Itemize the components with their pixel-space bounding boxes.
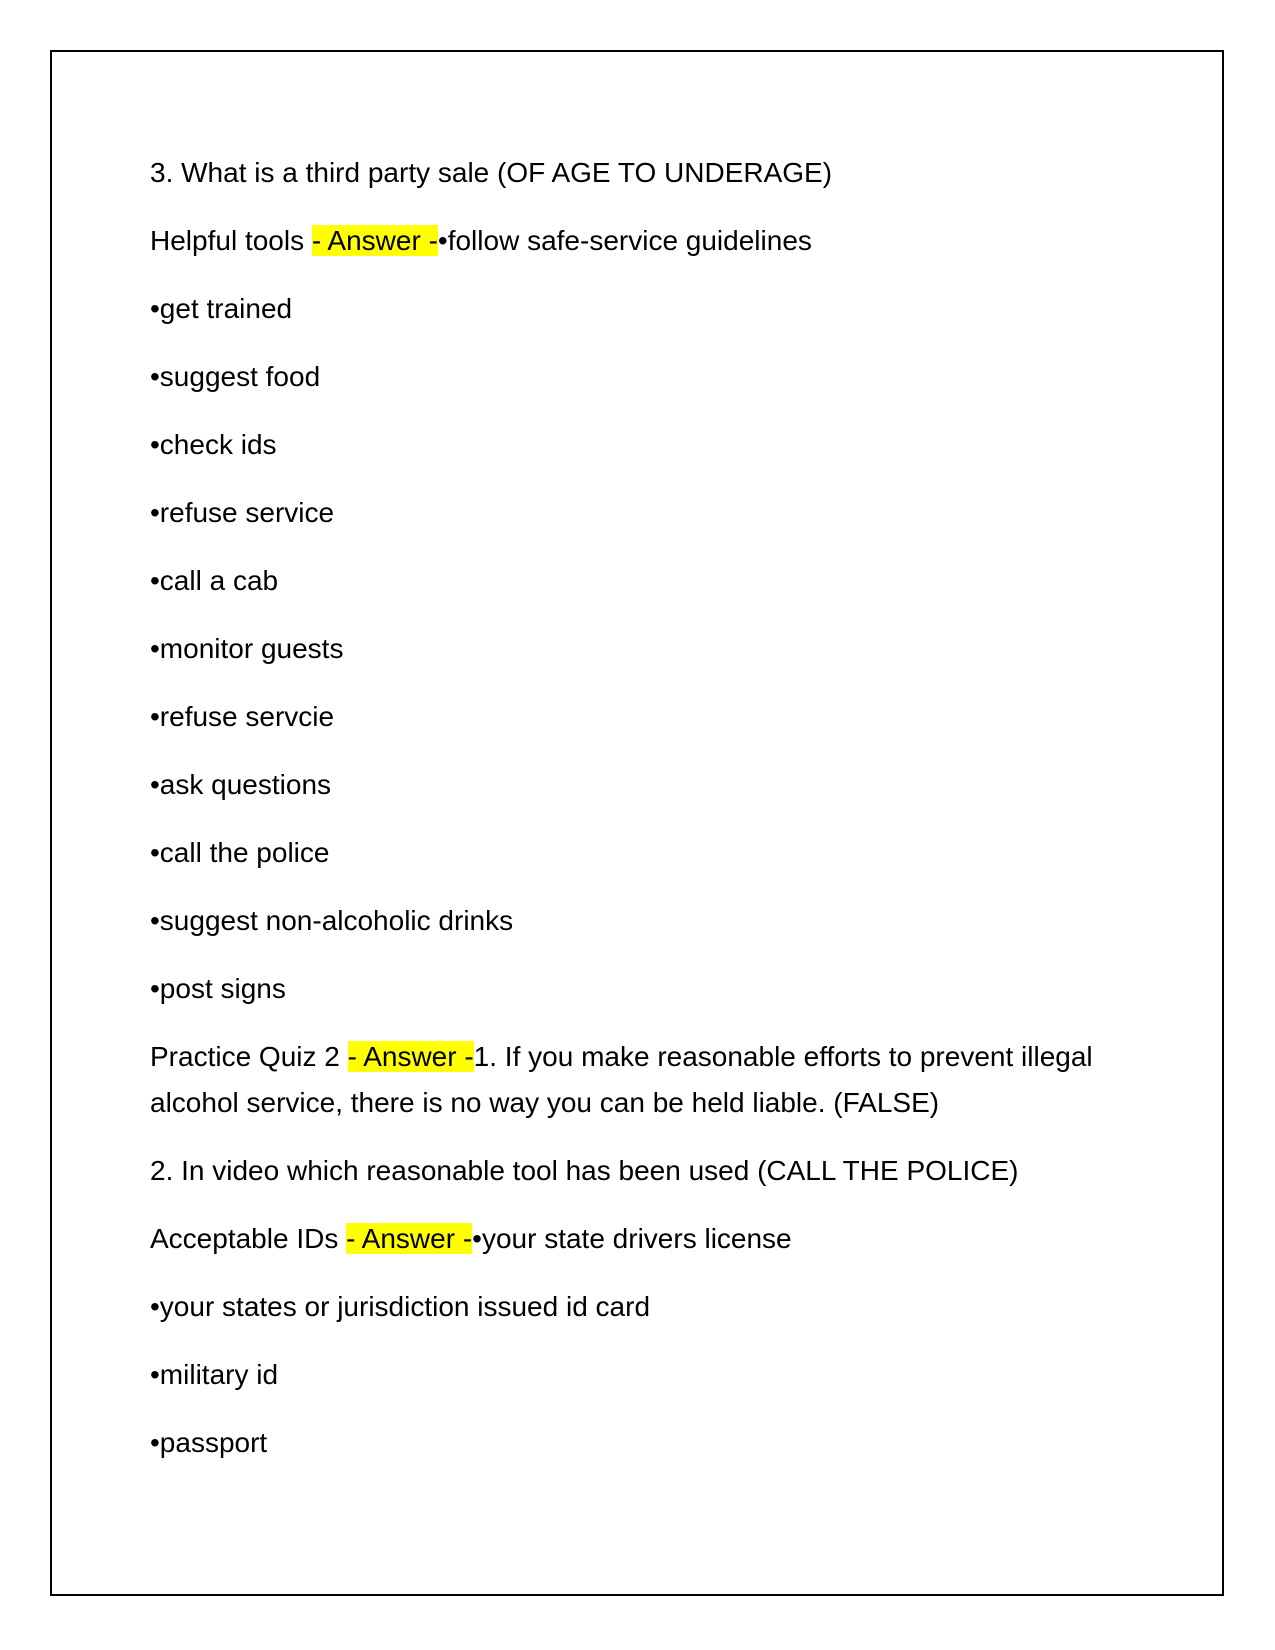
bullet-item: •ask questions — [150, 769, 332, 800]
bullet-item: •check ids — [150, 429, 277, 460]
bullet-item: •call the police — [150, 837, 330, 868]
bullet-item: •call a cab — [150, 565, 279, 596]
acceptable-ids-first-item: •your state drivers license — [472, 1223, 792, 1254]
question-3-line: 3. What is a third party sale (OF AGE TO UNDERAGE) — [150, 157, 833, 188]
bullet-item: •refuse servcie — [150, 701, 335, 732]
helpful-tools-first-item: •follow safe-service guidelines — [437, 225, 812, 256]
practice-quiz-label: Practice Quiz 2 — [150, 1041, 348, 1072]
question-2-line: 2. In video which reasonable tool has been used (CALL THE POLICE) — [150, 1155, 1019, 1186]
bullet-item: •monitor guests — [150, 633, 344, 664]
practice-quiz-line — [150, 1034, 1110, 1126]
bullet-item: •post signs — [150, 973, 286, 1004]
acceptable-ids-line — [150, 1216, 1110, 1262]
document-body — [150, 150, 1110, 1488]
answer-highlight: - Answer - — [347, 1041, 474, 1072]
practice-quiz-question: 1. If you make reasonable efforts to prevent illegal alcohol service, there is no way you can be held liable. (FALSE) — [150, 1041, 1093, 1118]
bullet-item: •refuse service — [150, 497, 335, 528]
acceptable-ids-label: Acceptable IDs — [150, 1223, 347, 1254]
answer-highlight: - Answer - — [346, 1223, 473, 1254]
bullet-item: •passport — [150, 1427, 268, 1458]
bullet-item: •get trained — [150, 293, 293, 324]
bullet-item: •suggest non-alcoholic drinks — [150, 905, 514, 936]
bullet-item: •suggest food — [150, 361, 321, 392]
helpful-tools-line — [150, 218, 1110, 264]
answer-highlight: - Answer - — [311, 225, 438, 256]
bullet-item: •your states or jurisdiction issued id card — [150, 1291, 651, 1322]
bullet-item: •military id — [150, 1359, 279, 1390]
helpful-tools-label: Helpful tools — [150, 225, 312, 256]
